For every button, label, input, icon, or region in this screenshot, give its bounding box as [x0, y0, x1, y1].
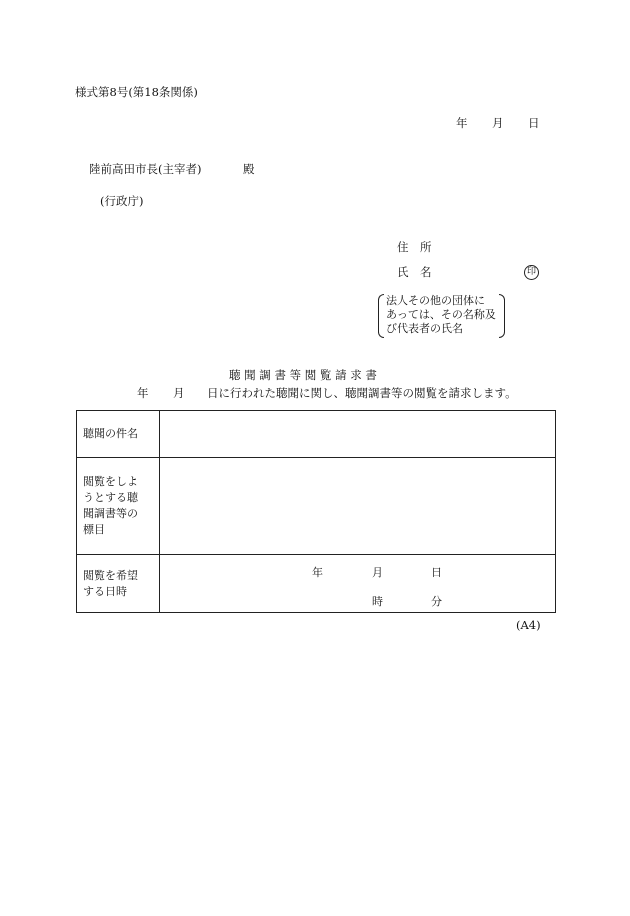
label-line: 閲覧を希望: [83, 568, 138, 582]
subject-field[interactable]: [160, 411, 556, 458]
subject-label: 聴聞の件名: [77, 411, 160, 458]
viewing-minute-label: 分: [431, 595, 442, 608]
label-line: 閲覧をしよ: [83, 475, 138, 488]
label-line: する日時: [83, 584, 127, 598]
date-day-label: 日: [528, 116, 540, 130]
seal-icon: 印: [524, 265, 539, 280]
note-line: び代表者の氏名: [386, 322, 463, 335]
viewing-hour-label: 時: [372, 595, 383, 608]
viewing-datetime-label: [77, 555, 160, 613]
viewing-year-label: 年: [312, 566, 323, 579]
note-right-bracket: [499, 294, 505, 338]
table-row: [77, 555, 556, 613]
note-line: 法人その他の団体に: [386, 294, 485, 307]
viewing-month-label: 月: [372, 566, 383, 579]
note-left-bracket: [378, 294, 384, 338]
address-label: 住 所: [397, 240, 432, 254]
date-month-label: 月: [492, 116, 504, 130]
document-title: 聴 聞 調 書 等 閲 覧 請 求 書: [229, 368, 377, 382]
note-line: あっては、その名称及: [386, 308, 496, 321]
addressee-honorific: 殿: [243, 162, 255, 176]
paper-size-label: (A4): [516, 618, 541, 632]
corporate-note: [386, 294, 500, 336]
table-row: [77, 411, 556, 458]
intro-year: 年: [137, 386, 149, 400]
name-label: 氏 名: [397, 265, 432, 279]
request-form-table: [76, 410, 556, 613]
addressee-agency: (行政庁): [100, 194, 144, 208]
label-line: 標目: [83, 523, 105, 536]
form-number: 様式第8号(第18条関係): [75, 85, 198, 99]
label-line: うとする聴: [83, 491, 138, 504]
label-line: 聞調書等の: [83, 507, 138, 520]
document-title-field[interactable]: [160, 458, 556, 555]
table-row: [77, 458, 556, 555]
intro-text: 日に行われた聴聞に関し、聴聞調書等の閲覧を請求します。: [207, 386, 517, 400]
addressee-name: 陸前高田市長(主宰者): [89, 162, 202, 176]
date-year-label: 年: [456, 116, 468, 130]
viewing-day-label: 日: [431, 566, 442, 579]
intro-month: 月: [173, 386, 185, 400]
viewing-datetime-field[interactable]: [160, 555, 556, 613]
document-title-label: [77, 458, 160, 555]
